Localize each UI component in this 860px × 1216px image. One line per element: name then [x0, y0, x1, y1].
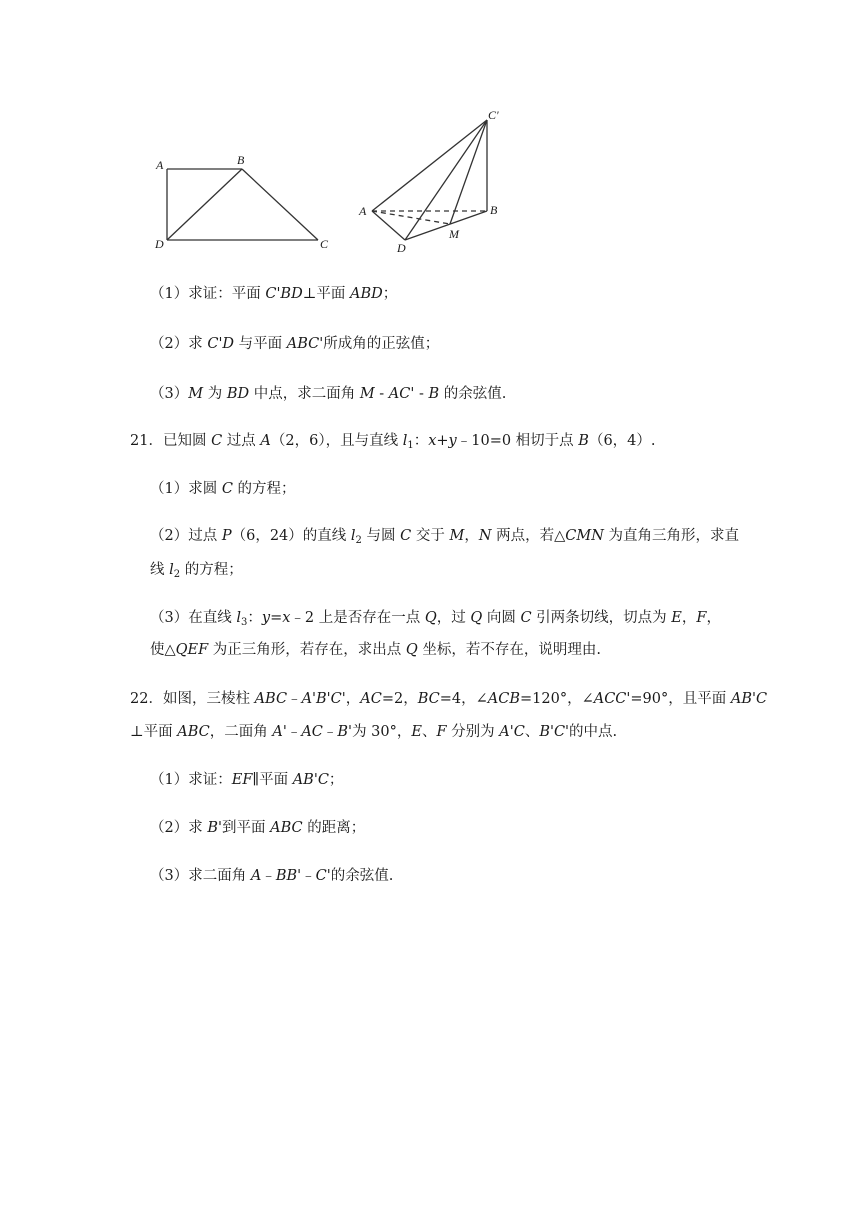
text: ‑ — [414, 386, 429, 402]
subscript: 2 — [173, 569, 181, 580]
math: ACC' — [593, 691, 631, 707]
math: AC' — [388, 386, 415, 402]
text: （6，24）的直线 — [231, 528, 351, 544]
text: 两点，若△ — [491, 528, 566, 544]
text: 为直角三角形，求直 — [603, 528, 740, 544]
text: ﹣ — [287, 691, 302, 707]
math: C — [520, 610, 532, 626]
text: 、 — [524, 724, 540, 740]
math: ABC' — [286, 336, 324, 352]
math: l — [402, 433, 408, 449]
math: BC — [417, 691, 440, 707]
text: ‑ — [374, 386, 389, 402]
math: P — [221, 528, 232, 544]
math: B — [428, 386, 440, 402]
text: 坐标，若不存在，说明理由. — [417, 642, 602, 658]
math: l — [350, 528, 356, 544]
text: ﹣ — [301, 868, 316, 884]
math: Q — [405, 642, 418, 658]
math: l — [236, 610, 241, 626]
math: y — [448, 433, 457, 449]
math: BD — [226, 386, 250, 402]
text: ， — [464, 528, 479, 544]
text: （3） — [150, 386, 189, 402]
q22-part3 — [150, 866, 393, 886]
text: ，过 — [436, 610, 471, 626]
text: （2）求 — [150, 336, 208, 352]
text: （1）求证：平面 — [150, 286, 266, 302]
math: EF — [231, 772, 253, 788]
math: F — [436, 724, 447, 740]
text: （1）求圆 — [150, 481, 222, 497]
text: （1）求证： — [150, 772, 232, 788]
text: 为 30°， — [352, 724, 412, 740]
geometry-figures — [0, 0, 860, 280]
text: ，二面角 — [209, 724, 273, 740]
label-A-right: A — [359, 204, 367, 218]
text: 所成角的正弦值； — [323, 336, 440, 352]
q22-part1 — [150, 770, 343, 790]
math: x — [428, 433, 437, 449]
text: =120°，∠ — [520, 691, 594, 707]
math: y — [261, 610, 271, 626]
text: 线 — [150, 562, 170, 578]
math: A'C — [499, 724, 525, 740]
text: 的方程； — [180, 562, 243, 578]
text: 的距离； — [302, 820, 366, 836]
q21-part3 — [150, 608, 721, 628]
math: M — [188, 386, 204, 402]
math: E — [411, 724, 422, 740]
q20-part3 — [150, 384, 506, 404]
math: C'D — [207, 336, 235, 352]
text: =4，∠ — [439, 691, 488, 707]
label-M-right: M — [449, 227, 459, 241]
math: C — [400, 528, 412, 544]
text: ﹣2 上是否存在一点 — [290, 610, 425, 626]
text: 已知圆 — [162, 433, 212, 449]
math: l — [169, 562, 174, 578]
subscript: 2 — [355, 535, 362, 546]
text: ； — [382, 286, 398, 302]
text: ： — [247, 610, 262, 626]
text: 、 — [421, 724, 437, 740]
text: ， — [345, 691, 361, 707]
subscript: 3 — [240, 617, 248, 628]
text: ； — [328, 772, 344, 788]
text: =90°，且平面 — [630, 691, 731, 707]
text: 与圆 — [361, 528, 401, 544]
text: （2）过点 — [150, 528, 222, 544]
text: 到平面 — [222, 820, 271, 836]
question-number: 22． — [130, 691, 163, 707]
q22-stem — [130, 689, 767, 709]
q21-part2 — [150, 526, 739, 546]
text: 为正三角形，若存在，求出点 — [208, 642, 406, 658]
math: B' — [337, 724, 353, 740]
text: 的方程； — [232, 481, 296, 497]
text: ﹣ — [322, 724, 338, 740]
math: A — [260, 433, 271, 449]
math: M — [449, 528, 465, 544]
text: 与平面 — [234, 336, 287, 352]
math: C' — [315, 868, 331, 884]
text: 的余弦值. — [439, 386, 507, 402]
q21-part2-cont — [150, 560, 243, 580]
figure-tetrahedron — [372, 120, 487, 240]
math: A'B'C' — [301, 691, 346, 707]
math: ACB — [487, 691, 520, 707]
text: 引两条切线，切点为 — [531, 610, 672, 626]
text: 向圆 — [482, 610, 521, 626]
text: （2，6），且与直线 — [270, 433, 403, 449]
text: 如图，三棱柱 — [162, 691, 255, 707]
label-A-left: A — [156, 158, 164, 172]
math: E — [671, 610, 682, 626]
text: （6，4）. — [588, 433, 656, 449]
text: 过点 — [222, 433, 261, 449]
math: ABC — [254, 691, 288, 707]
text: ﹣ — [286, 724, 302, 740]
math: B' — [207, 820, 222, 836]
label-C-prime: C' — [488, 108, 499, 122]
q21-stem — [130, 431, 656, 451]
math: Q — [470, 610, 483, 626]
figure-trapezoid — [167, 169, 318, 240]
text: 的中点. — [569, 724, 618, 740]
math: M — [359, 386, 375, 402]
math: AB'C — [292, 772, 329, 788]
math: QEF — [175, 642, 209, 658]
text: 中点，求二面角 — [249, 386, 360, 402]
text: ， — [681, 610, 697, 626]
text: ⊥平面 — [302, 286, 350, 302]
math: A — [250, 868, 262, 884]
text: + — [436, 433, 449, 449]
figures — [0, 0, 860, 280]
math: ABC — [270, 820, 303, 836]
text: ﹣ — [261, 868, 276, 884]
math: A' — [272, 724, 287, 740]
label-D-right: D — [397, 241, 406, 255]
text: （3）在直线 — [150, 610, 237, 626]
math: AC — [360, 691, 382, 707]
text: 交于 — [411, 528, 450, 544]
math: AC — [301, 724, 323, 740]
math: N — [478, 528, 492, 544]
math: B'C' — [539, 724, 570, 740]
math: B — [578, 433, 589, 449]
math: AB'C — [730, 691, 768, 707]
math: BB' — [275, 868, 302, 884]
text: ： — [413, 433, 429, 449]
q20-part1 — [150, 284, 397, 304]
math: C'BD — [265, 286, 303, 302]
text: ， — [706, 610, 721, 626]
q22-stem-cont — [130, 722, 617, 742]
label-D-left: D — [155, 237, 164, 251]
text: ﹣10=0 相切于点 — [456, 433, 579, 449]
math: Q — [424, 610, 437, 626]
text: 的余弦值. — [330, 868, 394, 884]
q21-part1 — [150, 479, 296, 499]
math: C — [221, 481, 233, 497]
math: ABC — [177, 724, 210, 740]
label-C-left: C — [320, 237, 329, 251]
subscript: 1 — [407, 440, 414, 451]
q21-part3-cont — [150, 640, 601, 660]
label-B-right: B — [490, 203, 498, 217]
text: =2， — [381, 691, 418, 707]
q22-part2 — [150, 818, 365, 838]
math: F — [696, 610, 707, 626]
q20-part2 — [150, 334, 439, 354]
text: ⊥平面 — [130, 724, 178, 740]
label-B-left: B — [237, 153, 245, 167]
math: x — [282, 610, 291, 626]
question-number: 21． — [130, 433, 163, 449]
text: （2）求 — [150, 820, 208, 836]
math: ABD — [349, 286, 383, 302]
math: CMN — [565, 528, 604, 544]
text: ∥平面 — [252, 772, 293, 788]
text: 使△ — [150, 642, 176, 658]
math: C — [211, 433, 223, 449]
text: = — [270, 610, 283, 626]
text: 分别为 — [446, 724, 500, 740]
text: （3）求二面角 — [150, 868, 251, 884]
text: 为 — [203, 386, 227, 402]
